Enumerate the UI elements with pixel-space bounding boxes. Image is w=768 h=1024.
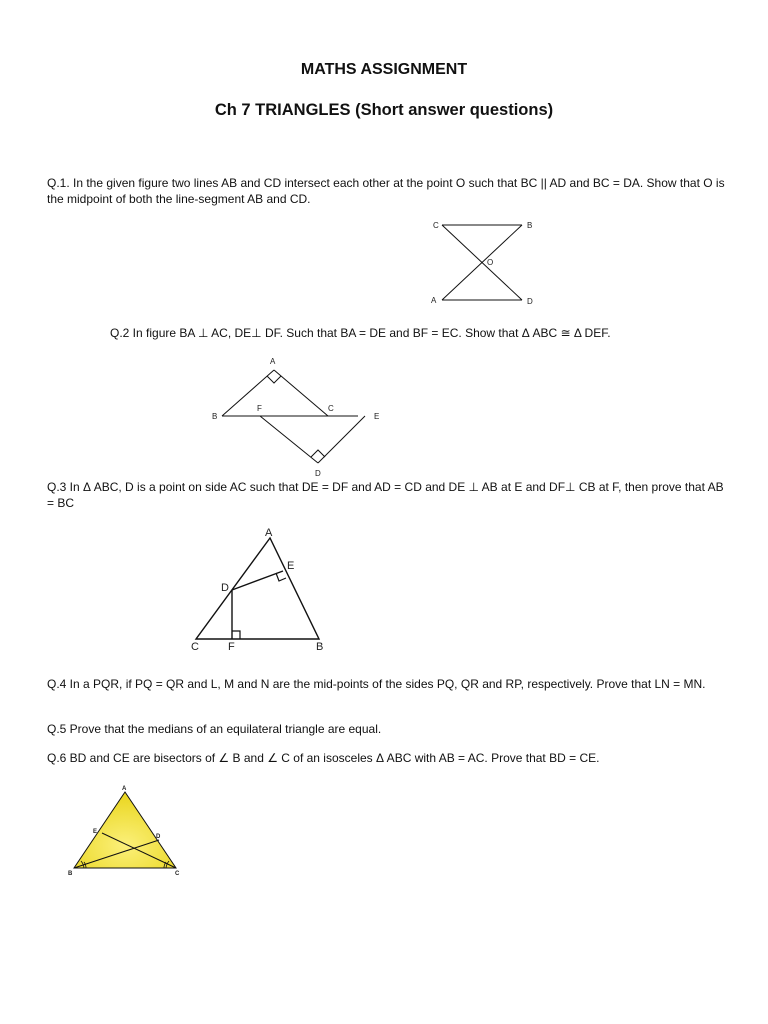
- figure-q6: [64, 782, 194, 882]
- fig1-label-a: A: [431, 296, 437, 305]
- fig3-label-b: B: [316, 641, 324, 653]
- yellow-triangle: [74, 792, 176, 868]
- chapter-subtitle: Ch 7 TRIANGLES (Short answer questions): [214, 101, 554, 119]
- fig3-label-f: F: [228, 641, 235, 653]
- fig4-label-e: E: [93, 829, 98, 835]
- question-1: Q.1. In the given figure two lines AB and CD intersect each other at the point O such that BC || AD and BC = DA. Show that O is the midpoint of both the line-segment AB and CD.: [47, 176, 725, 206]
- question-5: Q.5 Prove that the medians of an equilateral triangle are equal.: [47, 722, 382, 736]
- figure-q1: [428, 218, 548, 308]
- assignment-title: MATHS ASSIGNMENT: [300, 61, 468, 78]
- fig1-label-c: C: [433, 221, 439, 230]
- fig3-label-a: A: [265, 527, 273, 539]
- fig2-label-d: D: [315, 469, 321, 478]
- fig2-label-c: C: [328, 404, 334, 413]
- fig4-label-c: C: [175, 871, 180, 877]
- fig2-label-e: E: [374, 412, 380, 421]
- fig4-label-d: D: [156, 834, 161, 840]
- fig2-label-a: A: [270, 357, 276, 366]
- fig1-label-b: B: [527, 221, 533, 230]
- fig1-label-d: D: [527, 297, 533, 306]
- fig3-label-e: E: [287, 560, 295, 572]
- fig4-label-b: B: [68, 871, 73, 877]
- fig4-label-a: A: [122, 786, 127, 792]
- fig3-label-d: D: [221, 582, 229, 594]
- question-3: Q.3 In Δ ABC, D is a point on side AC such that DE = DF and AD = CD and DE ⊥ AB at E and DF⊥ CB at F, then prove that AB = BC: [47, 480, 724, 510]
- fig3-label-c: C: [191, 641, 199, 653]
- fig2-label-f: F: [257, 404, 262, 413]
- figure-q3: [188, 525, 338, 655]
- figure-q2: [208, 355, 388, 480]
- fig2-label-b: B: [212, 412, 218, 421]
- question-6: Q.6 BD and CE are bisectors of ∠ B and ∠ C of an isosceles Δ ABC with AB = AC. Prove that BD = CE.: [47, 751, 600, 765]
- question-2: Q.2 In figure BA ⊥ AC, DE⊥ DF. Such that BA = DE and BF = EC. Show that Δ ABC ≅ Δ DEF.: [110, 326, 611, 340]
- question-4: Q.4 In a PQR, if PQ = QR and L, M and N are the mid-points of the sides PQ, QR and RP, respectively. Prove that LN = MN.: [47, 677, 706, 691]
- fig1-label-o: O: [487, 258, 494, 267]
